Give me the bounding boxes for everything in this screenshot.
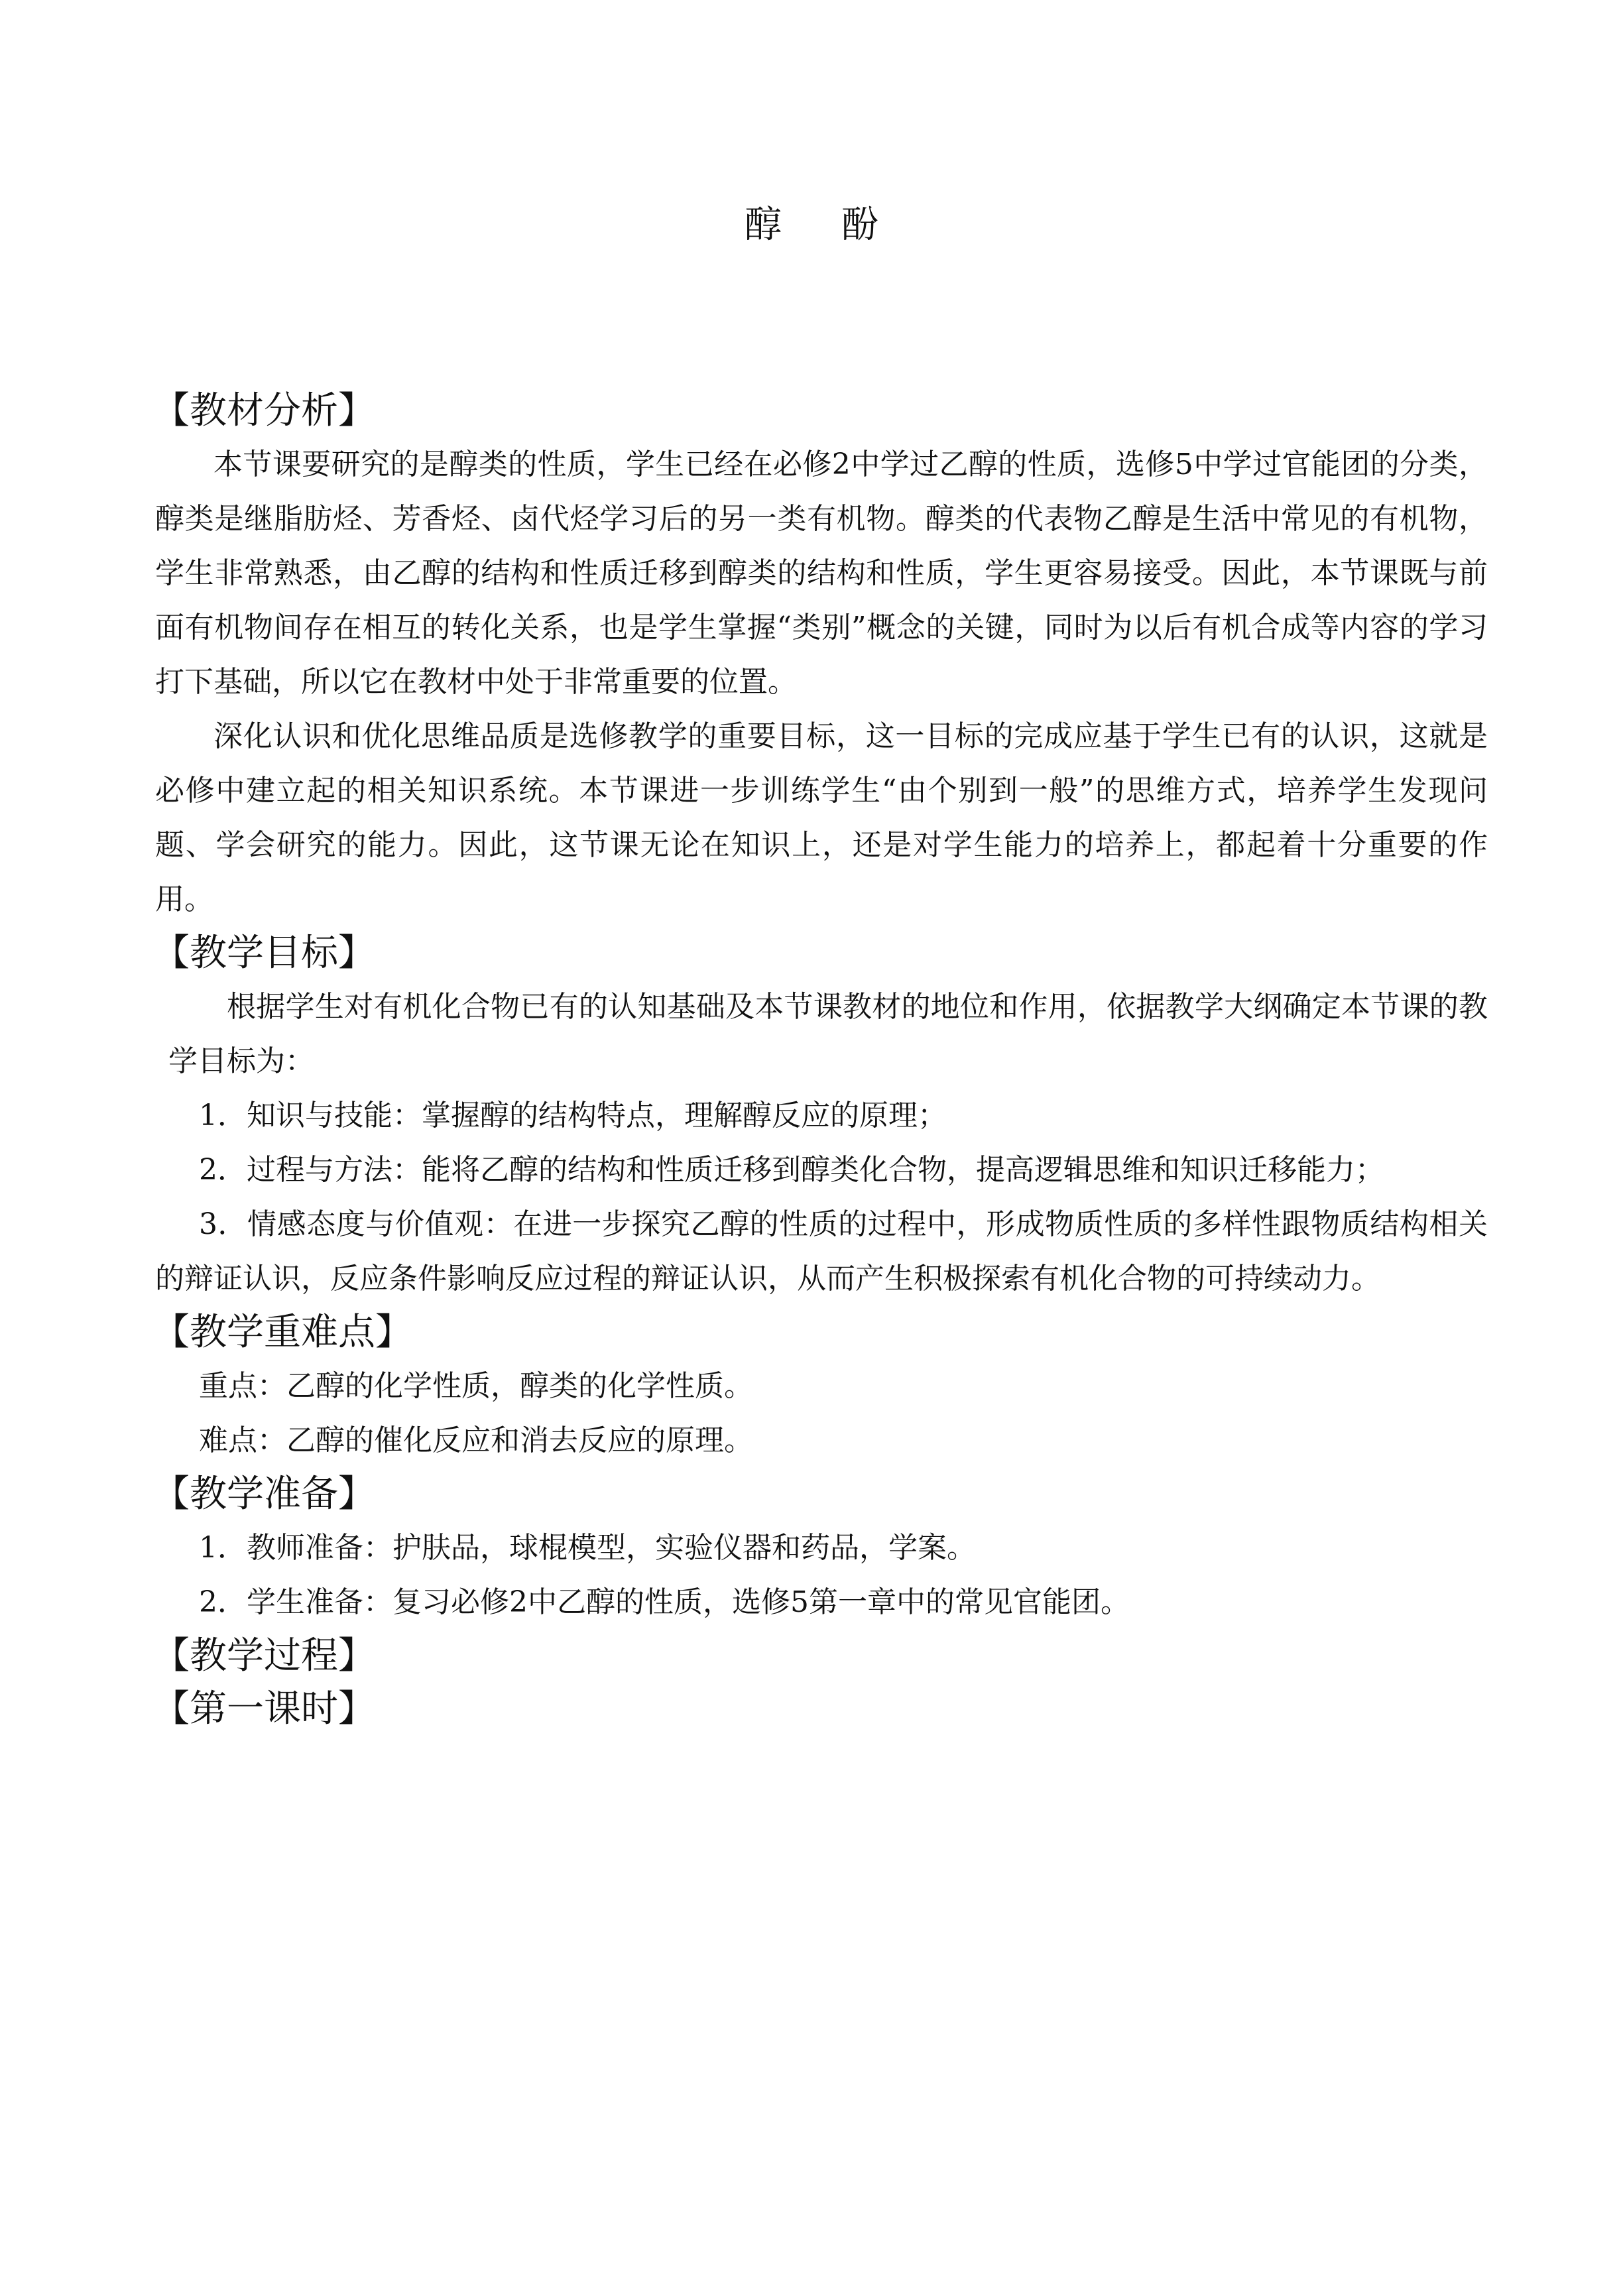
analysis-paragraph-1: 本节课要研究的是醇类的性质，学生已经在必修2中学过乙醇的性质，选修5中学过官能团的分类，醇类是继脂肪烃、芳香烃、卤代烃学习后的另一类有机物。醇类的代表物乙醇是生活中常见的有机物，学生非常熟悉，由乙醇的结构和性质迁移到醇类的结构和性质，学生更容易接受。因此，本节课既与前面有机物间存在相互的转化关系，也是学生掌握“类别”概念的关键，同时为以后有机合成等内容的学习打下基础，所以它在教材中处于非常重要的位置。 (155, 448, 1488, 699)
difficulty-point: 难点：乙醇的催化反应和消去反应的原理。 (199, 1423, 753, 1457)
analysis-paragraph-2: 深化认识和优化思维品质是选修教学的重要目标，这一目标的完成应基于学生已有的认识，这就是必修中建立起的相关知识系统。本节课进一步训练学生“由个别到一般”的思维方式，培养学生发现问题、学会研究的能力。因此，这节课无论在知识上，还是对学生能力的培养上，都起着十分重要的作用。 (155, 719, 1488, 916)
objectives-intro: 根据学生对有机化合物已有的认知基础及本节课教材的地位和作用，依据教学大纲确定本节课的教学目标为： (168, 990, 1488, 1078)
objective-item-1: 1．知识与技能：掌握醇的结构特点，理解醇反应的原理； (199, 1099, 947, 1132)
key-point: 重点：乙醇的化学性质，醇类的化学性质。 (199, 1369, 753, 1403)
section-heading-lesson-1: 【第一课时】 (152, 1687, 375, 1730)
section-heading-keypoints: 【教学重难点】 (152, 1311, 412, 1354)
document-title: 醇 酚 (745, 204, 902, 247)
objective-item-3: 3．情感态度与价值观：在进一步探究乙醇的性质的过程中，形成物质性质的多样性跟物质结构相关的辩证认识，反应条件影响反应过程的辩证认识，从而产生积极探索有机化合物的可持续动力。 (155, 1207, 1488, 1296)
section-heading-process: 【教学过程】 (152, 1634, 375, 1677)
section-heading-preparation: 【教学准备】 (152, 1473, 375, 1516)
section-heading-analysis: 【教材分析】 (152, 389, 375, 432)
preparation-item-2: 2．学生准备：复习必修2中乙醇的性质，选修5第一章中的常见官能团。 (199, 1585, 1130, 1619)
document-body (152, 385, 1488, 1736)
preparation-item-1: 1．教师准备：护肤品，球棍模型，实验仪器和药品，学案。 (199, 1531, 976, 1565)
objective-item-2: 2．过程与方法：能将乙醇的结构和性质迁移到醇类化合物，提高逻辑思维和知识迁移能力； (199, 1153, 1384, 1187)
section-heading-objectives: 【教学目标】 (152, 932, 375, 975)
